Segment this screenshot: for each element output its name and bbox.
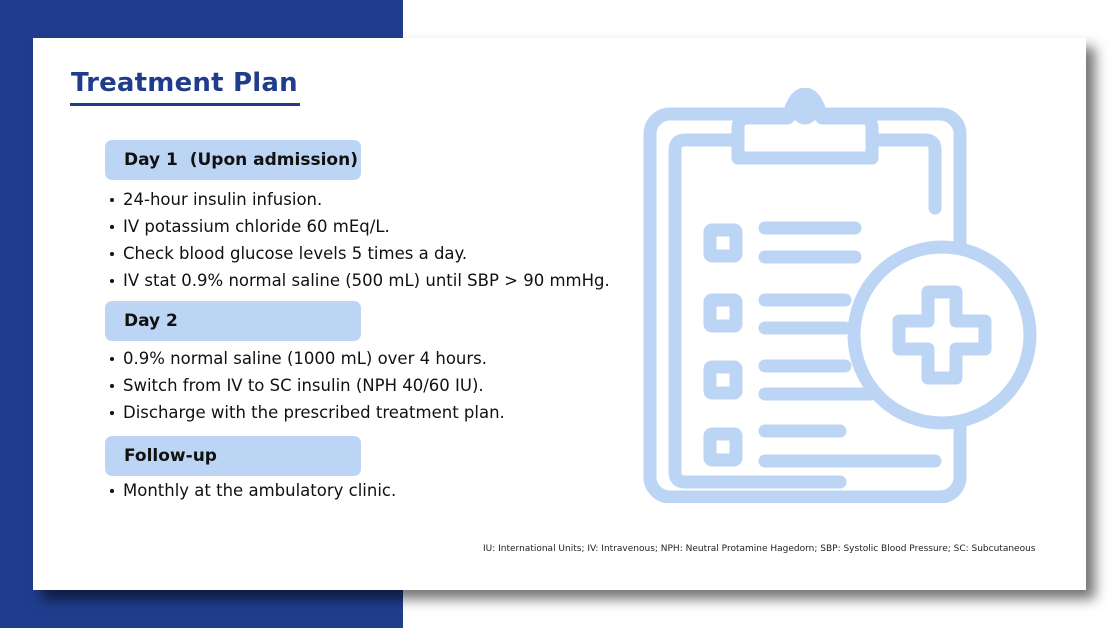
slide-title: Treatment Plan xyxy=(71,68,298,98)
abbreviations-footnote: IU: International Units; IV: Intravenous; NPH: Neutral Protamine Hagedorn; SBP: Systolic Blood Pressure; SC: Subcutaneous xyxy=(483,544,1036,554)
follow-up-list xyxy=(109,477,396,504)
checkbox-2 xyxy=(710,300,736,326)
slide-card xyxy=(33,38,1086,590)
list-item: IV stat 0.9% normal saline (500 mL) until SBP > 90 mmHg. xyxy=(109,267,610,294)
day-1-list xyxy=(109,186,610,294)
list-item: 24-hour insulin infusion. xyxy=(109,186,610,213)
section-header-day-1: Day 1 (Upon admission) xyxy=(105,140,361,180)
list-item: 0.9% normal saline (1000 mL) over 4 hours. xyxy=(109,345,505,372)
cross-circle xyxy=(854,247,1030,423)
section-header-day-2: Day 2 xyxy=(105,301,361,341)
checkbox-1 xyxy=(710,230,736,256)
list-item: Switch from IV to SC insulin (NPH 40/60 IU). xyxy=(109,372,505,399)
title-underline xyxy=(70,103,300,106)
list-item: Discharge with the prescribed treatment plan. xyxy=(109,399,505,426)
checkbox-4 xyxy=(710,434,736,460)
list-item: IV potassium chloride 60 mEq/L. xyxy=(109,213,610,240)
list-item: Monthly at the ambulatory clinic. xyxy=(109,477,396,504)
list-item: Check blood glucose levels 5 times a day. xyxy=(109,240,610,267)
clipboard-paper-right xyxy=(875,140,935,208)
clipboard-clip-hole xyxy=(799,106,811,118)
checkbox-3 xyxy=(710,367,736,393)
section-header-follow-up: Follow-up xyxy=(105,436,361,476)
day-2-list xyxy=(109,345,505,426)
medical-clipboard-icon xyxy=(640,88,1040,503)
